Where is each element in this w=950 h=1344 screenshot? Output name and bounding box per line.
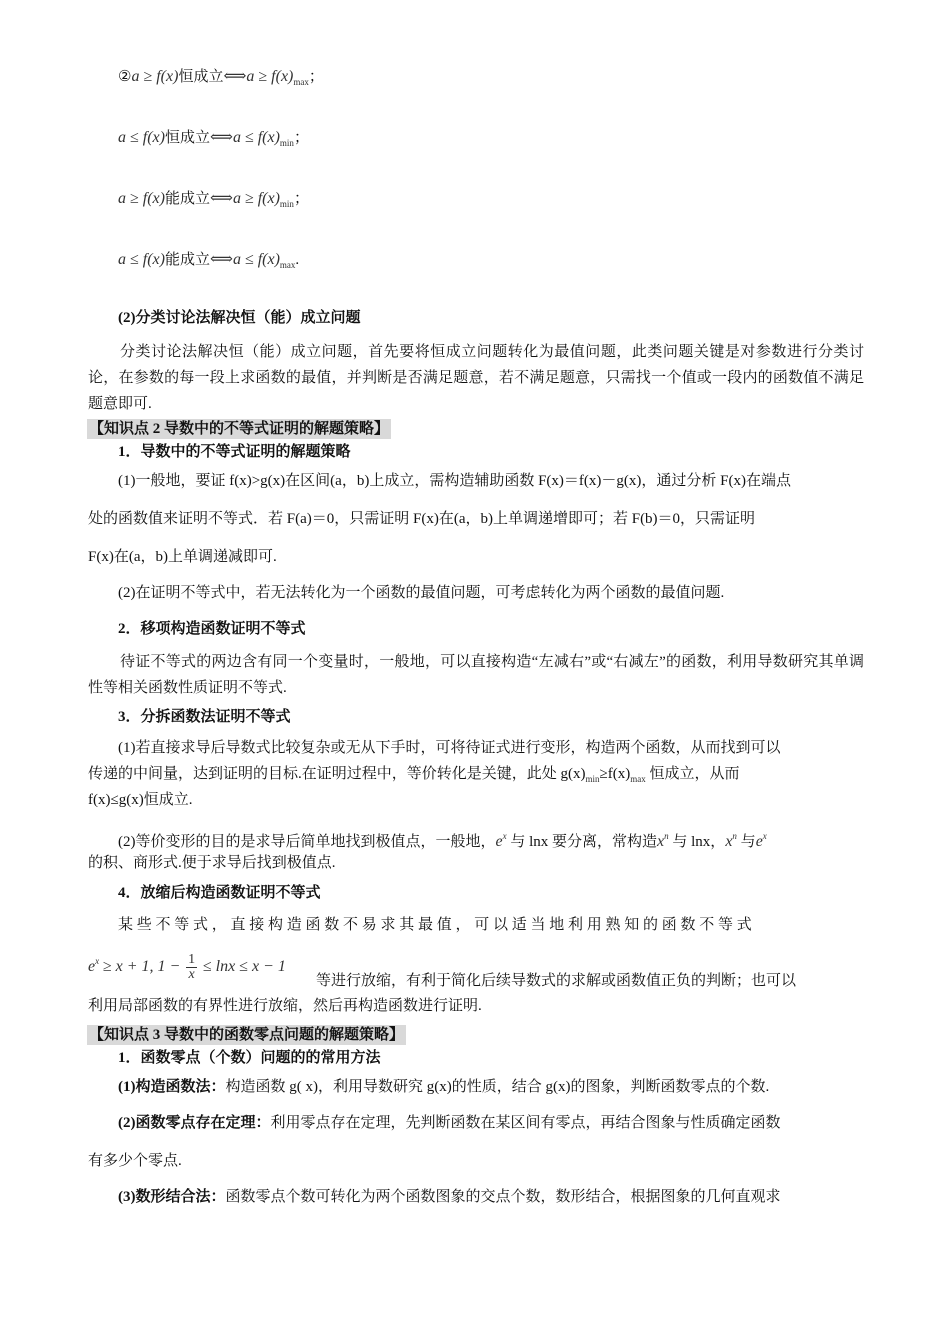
equivalence-arrow: ⟺ [210, 251, 233, 268]
kp3-p3-label: (3)数形结合法： [118, 1189, 226, 1205]
formula-lhs: a ≥ f(x) [131, 68, 179, 85]
kp2-p5-text-d: 与 [736, 834, 756, 850]
condition-label: 能成立 [164, 252, 210, 268]
condition-label: 恒成立 [164, 130, 210, 146]
kp2-p5-text-c: 与 lnx， [668, 834, 726, 850]
power-exponent-2: n [732, 831, 737, 841]
kp2-p1-line-c: F(x)在(a，b)上单调递减即可. [88, 549, 277, 565]
kp2-p4-line-c: f(x)≤g(x)恒成立. [88, 792, 193, 808]
fraction-one-over-x [186, 953, 197, 982]
section-heading-classification: (2)分类讨论法解决恒（能）成立问题 [118, 310, 361, 326]
kp2-p6-line-a: 某 些 不 等 式 ， 直 接 构 造 函 数 不 易 求 其 最 值 ， 可 以 适 当 地 利 用 熟 知 的 函 数 不 等 式 [118, 917, 752, 933]
kp2-p6-line-b: 等进行放缩，有利于简化后续导数式的求解或函数值正负的判断；也可以 [316, 973, 797, 989]
punctuation: ； [293, 130, 309, 146]
formula-exp: e [88, 958, 96, 975]
formula-rhs: a ≤ f(x) [232, 251, 280, 268]
kp2-p4-text: 传递的中间量，达到证明的目标.在证明过程中，等价转化是关键，此处 g(x) [88, 766, 586, 782]
equivalence-arrow: ⟺ [210, 190, 233, 207]
kp3-heading-1: 1．函数零点（个数）问题的的常用方法 [118, 1050, 381, 1066]
kp2-p6-line-c: 利用局部函数的有界性进行放缩，然后再构造函数进行证明. [88, 998, 482, 1014]
condition-line-4 [118, 249, 299, 276]
kp2-p5-text: (2)等价变形的目的是求导后简单地找到极值点，一般地， [118, 834, 496, 850]
kp3-p2-label: (2)函数零点存在定理： [118, 1115, 271, 1131]
kp2-p1-line-b: 处的函数值来证明不等式．若 F(a)＝0，只需证明 F(x)在(a，b)上单调递增即可；若 F(b)＝0，只需证明 [88, 511, 756, 527]
subscript-max: max [630, 774, 646, 784]
formula-rhs: a ≤ f(x) [232, 129, 280, 146]
kp2-p2: (2)在证明不等式中，若无法转化为一个函数的最值问题，可考虑转化为两个函数的最值问题. [118, 585, 725, 601]
equivalence-arrow: ⟺ [223, 68, 247, 85]
kp2-p5-text-b: 与 lnx 要分离，常构造 [506, 834, 658, 850]
condition-line-2 [118, 127, 309, 154]
kp2-p6-formula [88, 946, 286, 982]
kp2-p1-line-a: (1)一般地，要证 f(x)>g(x)在区间(a，b)上成立，需构造辅助函数 F(x)＝f(x)－g(x)，通过分析 F(x)在端点 [118, 473, 791, 489]
kp3-p3-text: 函数零点个数可转化为两个函数图象的交点个数，数形结合，根据图象的几何直观求 [225, 1189, 781, 1205]
formula-rhs: a ≥ f(x) [246, 68, 294, 85]
formula-left: ≥ x + 1, 1 − [102, 958, 181, 975]
kp2-heading-2: 2．移项构造函数证明不等式 [118, 621, 306, 637]
circled-number: ② [118, 69, 132, 85]
formula-subscript: max [293, 77, 309, 87]
condition-line-3 [118, 188, 309, 215]
exp-base: e [495, 833, 503, 850]
kp2-p4-end: 恒成立，从而 [645, 766, 740, 782]
formula-subscript: min [279, 138, 294, 148]
condition-label: 恒成立 [178, 69, 224, 85]
exp-base-2: e [755, 833, 763, 850]
kp2-p4-line-a: (1)若直接求导后导数式比较复杂或无从下手时，可将待证式进行变形，构造两个函数，从而找到可以 [118, 740, 781, 756]
exp-power-2: x [762, 831, 767, 841]
equivalence-arrow: ⟺ [210, 129, 233, 146]
condition-label: 能成立 [164, 191, 210, 207]
knowledge-point-2-title: 【知识点 2 导数中的不等式证明的解题策略】 [89, 421, 390, 437]
exp-power: x [502, 831, 507, 841]
formula-rhs: a ≥ f(x) [232, 190, 280, 207]
subscript-min: min [585, 774, 600, 784]
formula-lhs: a ≤ f(x) [118, 251, 165, 268]
kp2-heading-1: 1．导数中的不等式证明的解题策略 [118, 444, 351, 460]
condition-line-1 [118, 66, 324, 93]
kp3-p1 [118, 1076, 769, 1098]
formula-subscript: min [279, 199, 294, 209]
kp2-heading-4: 4．放缩后构造函数证明不等式 [118, 885, 321, 901]
kp2-p3: 待证不等式的两边含有同一个变量时，一般地，可以直接构造“左减右”或“右减左”的函数，利用导数研究其单调性等相关函数性质证明不等式. [88, 654, 864, 696]
kp3-p2-line-a [118, 1112, 781, 1134]
punctuation: . [295, 252, 300, 268]
kp2-p4-mid: ≥f(x) [599, 766, 631, 782]
punctuation: ； [293, 191, 309, 207]
punctuation: ； [308, 69, 324, 85]
fraction-denominator: x [188, 967, 195, 983]
kp2-p4-line-b [88, 763, 740, 790]
kp3-p2-text: 利用零点存在定理，先判断函数在某区间有零点，再结合图象与性质确定函数 [270, 1115, 781, 1131]
paragraph-classification: 分类讨论法解决恒（能）成立问题，首先要将恒成立问题转化为最值问题，此类问题关键是对参数进行分类讨论，在参数的每一段上求函数的最值，并判断是否满足题意，若不满足题意，只需找一个值或一段内的函数值不满足题意即可. [88, 344, 864, 412]
formula-lhs: a ≥ f(x) [118, 190, 165, 207]
kp3-p1-text: 构造函数 g( x)，利用导数研究 g(x)的性质，结合 g(x)的图象，判断函数零点的个数. [225, 1079, 770, 1095]
formula-right: ≤ lnx ≤ x − 1 [202, 958, 286, 975]
formula-exp-power: x [95, 956, 100, 966]
kp3-p1-label: (1)构造函数法： [118, 1079, 226, 1095]
kp2-p5-line-b: 的积、商形式.便于求导后找到极值点. [88, 855, 336, 871]
power-base: x [657, 833, 665, 850]
kp2-p5-line-a [118, 825, 767, 853]
knowledge-point-3-title: 【知识点 3 导数中的函数零点问题的解题策略】 [89, 1027, 405, 1043]
power-exponent: n [664, 831, 669, 841]
kp3-p3 [118, 1186, 781, 1208]
kp2-heading-3: 3．分拆函数法证明不等式 [118, 709, 291, 725]
kp3-p2-line-b: 有多少个零点. [88, 1153, 182, 1169]
formula-lhs: a ≤ f(x) [118, 129, 165, 146]
formula-subscript: max [279, 260, 296, 270]
power-base-2: x [725, 833, 733, 850]
fraction-numerator: 1 [188, 952, 196, 968]
